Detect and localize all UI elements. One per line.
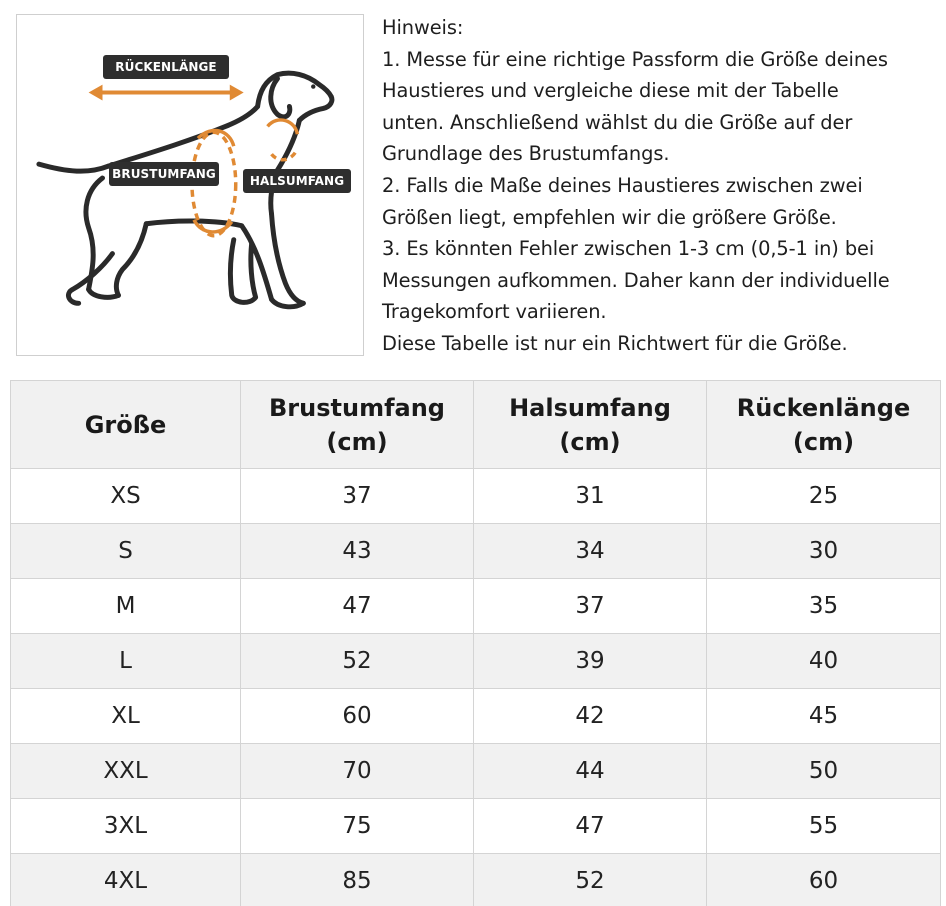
table-row <box>11 469 941 524</box>
back-length-cell: 40 <box>707 634 941 689</box>
chest-cell: 75 <box>241 799 474 854</box>
back-length-cell: 25 <box>707 469 941 524</box>
table-row <box>11 579 941 634</box>
header-size: Größe <box>11 381 241 469</box>
chest-cell: 52 <box>241 634 474 689</box>
neck-cell: 42 <box>474 689 707 744</box>
table-row <box>11 854 941 906</box>
chest-cell: 70 <box>241 744 474 799</box>
back-length-cell: 45 <box>707 689 941 744</box>
chest-cell: 47 <box>241 579 474 634</box>
chest-cell: 85 <box>241 854 474 906</box>
size-note <box>382 12 944 360</box>
neck-cell: 47 <box>474 799 707 854</box>
note-line: Tragekomfort variieren. <box>382 300 607 324</box>
note-line: Haustieres und vergleiche diese mit der Tabelle <box>382 79 839 103</box>
header-chest: Brustumfang (cm) <box>241 381 474 469</box>
chest-label: BRUSTUMFANG <box>109 162 219 186</box>
neck-cell: 39 <box>474 634 707 689</box>
chest-cell: 60 <box>241 689 474 744</box>
note-line: 3. Es könnten Fehler zwischen 1-3 cm (0,5-1 in) bei <box>382 237 875 261</box>
back-length-cell: 50 <box>707 744 941 799</box>
neck-label: HALSUMFANG <box>243 169 351 193</box>
table-row <box>11 634 941 689</box>
note-heading: Hinweis: <box>382 16 464 39</box>
size-cell: XS <box>11 469 241 524</box>
dog-measurement-diagram <box>16 14 364 356</box>
size-cell: XXL <box>11 744 241 799</box>
neck-cell: 44 <box>474 744 707 799</box>
chest-cell: 37 <box>241 469 474 524</box>
neck-cell: 52 <box>474 854 707 906</box>
back-length-arrow <box>89 85 244 101</box>
back-length-label: RÜCKENLÄNGE <box>103 55 229 79</box>
back-length-cell: 30 <box>707 524 941 579</box>
back-length-cell: 35 <box>707 579 941 634</box>
neck-cell: 31 <box>474 469 707 524</box>
size-cell: S <box>11 524 241 579</box>
table-row <box>11 744 941 799</box>
note-line: Größen liegt, empfehlen wir die größere Größe. <box>382 205 837 229</box>
size-table <box>10 380 941 906</box>
table-row <box>11 524 941 579</box>
note-line: Diese Tabelle ist nur ein Richtwert für die Größe. <box>382 331 848 355</box>
back-length-cell: 60 <box>707 854 941 906</box>
table-row <box>11 689 941 744</box>
back-length-cell: 55 <box>707 799 941 854</box>
table-row <box>11 799 941 854</box>
table-header-row <box>11 381 941 469</box>
size-cell: 3XL <box>11 799 241 854</box>
note-line: unten. Anschließend wählst du die Größe auf der <box>382 110 853 134</box>
neck-cell: 34 <box>474 524 707 579</box>
size-cell: M <box>11 579 241 634</box>
note-line: 1. Messe für eine richtige Passform die Größe deines <box>382 47 888 71</box>
note-line: 2. Falls die Maße deines Haustieres zwischen zwei <box>382 173 863 197</box>
note-line: Messungen aufkommen. Daher kann der individuelle <box>382 268 890 292</box>
note-line: Grundlage des Brustumfangs. <box>382 142 670 166</box>
chest-cell: 43 <box>241 524 474 579</box>
neck-cell: 37 <box>474 579 707 634</box>
header-back-length: Rückenlänge (cm) <box>707 381 941 469</box>
header-neck: Halsumfang (cm) <box>474 381 707 469</box>
size-cell: L <box>11 634 241 689</box>
size-cell: XL <box>11 689 241 744</box>
size-cell: 4XL <box>11 854 241 906</box>
